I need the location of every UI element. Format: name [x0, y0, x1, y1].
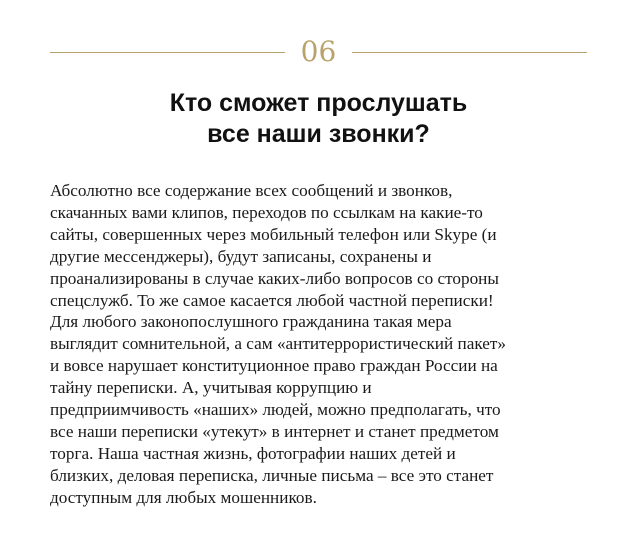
body-line: скачанных вами клипов, переходов по ссылкам на какие-то [50, 202, 483, 222]
body-line: предприимчивость «наших» людей, можно предполагать, что [50, 400, 501, 420]
page-title [0, 88, 637, 150]
section-number: 06 [300, 35, 337, 68]
article-body [50, 180, 595, 509]
body-line: выглядит сомнительной, а сам «антитеррористический пакет» [50, 334, 506, 354]
body-line: сайты, совершенных через мобильный телефон или Skype (и [50, 224, 497, 244]
title-line-2: все наши звонки? [207, 120, 430, 148]
body-line: Абсолютно все содержание всех сообщений и звонков, [50, 181, 453, 200]
body-line: и вовсе нарушает конституционное право граждан России на [50, 356, 498, 376]
body-line: торга. Наша частная жизнь, фотографии наших детей и [50, 443, 456, 463]
body-line: другие мессенджеры), будут записаны, сохранены и [50, 246, 432, 266]
body-line: доступным для любых мошенников. [50, 487, 317, 507]
body-line: близких, деловая переписка, личные письма – все это станет [50, 465, 494, 485]
body-line: Для любого законопослушного гражданина такая мера [50, 312, 452, 332]
body-line: спецслужб. То же самое касается любой частной переписки! [50, 290, 494, 310]
body-line: тайну переписки. А, учитывая коррупцию и [50, 378, 372, 398]
body-line: все наши переписки «утекут» в интернет и станет предметом [50, 421, 499, 441]
title-line-1: Кто сможет прослушать [169, 89, 468, 117]
body-line: проанализированы в случае каких-либо вопросов со стороны [50, 268, 499, 288]
